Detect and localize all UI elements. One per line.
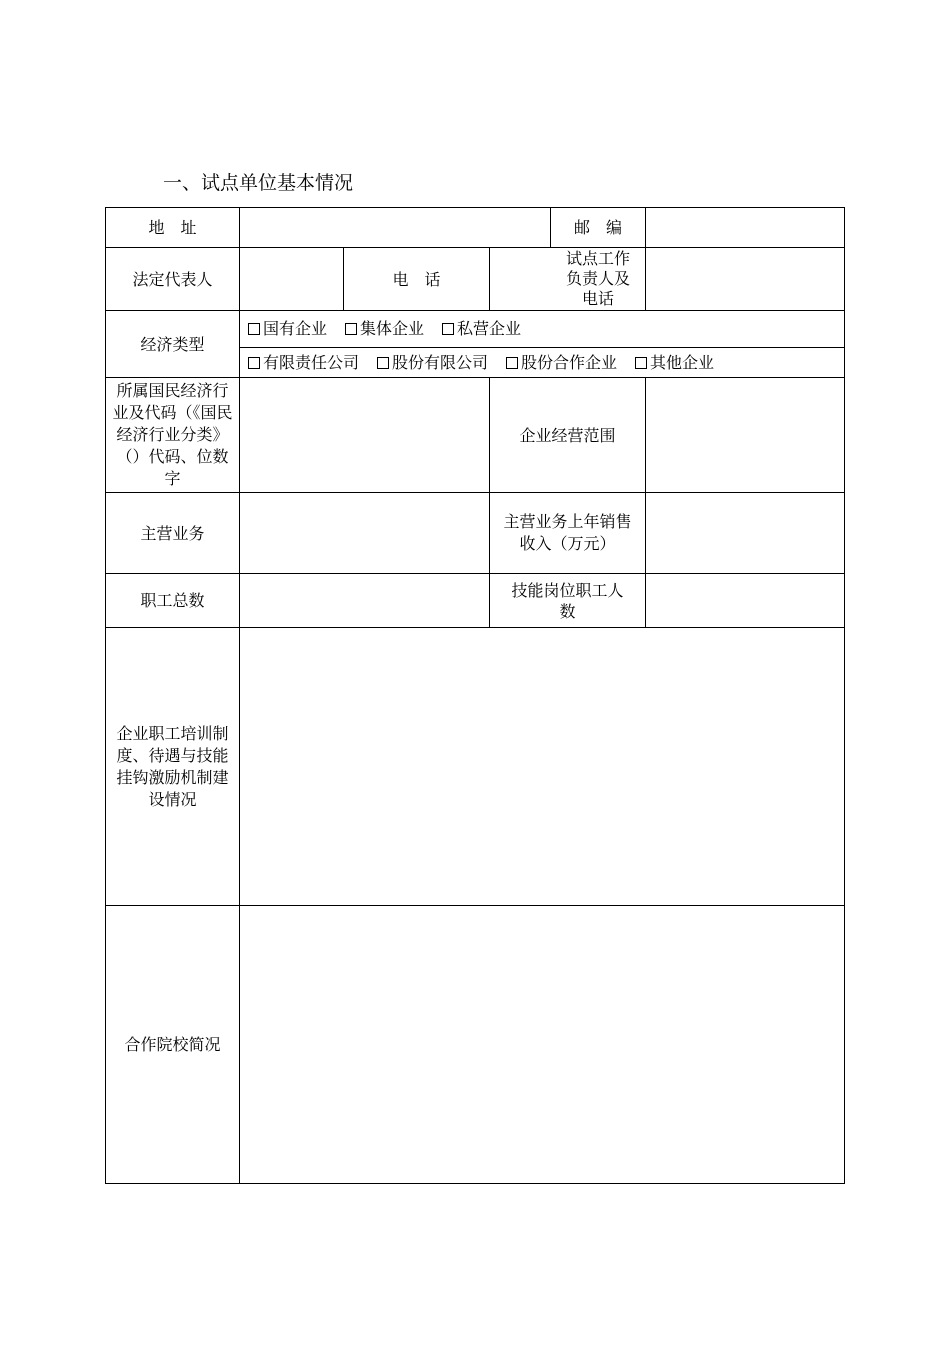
checkbox-icon[interactable] bbox=[635, 357, 647, 369]
option-joint-stock[interactable]: 股份有限公司 bbox=[377, 353, 488, 373]
checkbox-icon[interactable] bbox=[248, 357, 260, 369]
option-other[interactable]: 其他企业 bbox=[635, 353, 714, 373]
checkbox-icon[interactable] bbox=[248, 323, 260, 335]
sales-value[interactable] bbox=[646, 493, 844, 573]
postcode-value[interactable] bbox=[646, 208, 844, 247]
checkbox-icon[interactable] bbox=[506, 357, 518, 369]
pilot-contact-label: 试点工作负责人及电话 bbox=[565, 249, 630, 308]
training-value[interactable] bbox=[240, 628, 844, 905]
section-title: 一、试点单位基本情况 bbox=[163, 172, 354, 194]
econ-options-row1 bbox=[248, 311, 844, 347]
school-label: 合作院校简况 bbox=[124, 1035, 221, 1054]
checkbox-icon[interactable] bbox=[442, 323, 454, 335]
main-business-value[interactable] bbox=[240, 493, 489, 573]
checkbox-icon[interactable] bbox=[377, 357, 389, 369]
phone-label: 电 话 bbox=[392, 269, 441, 289]
phone-value[interactable] bbox=[490, 248, 550, 310]
scope-value[interactable] bbox=[646, 378, 844, 492]
school-value[interactable] bbox=[240, 906, 844, 1183]
training-label: 企业职工培训制度、待遇与技能挂钩激励机制建设情况 bbox=[116, 723, 229, 809]
legal-rep-label: 法定代表人 bbox=[132, 269, 213, 289]
checkbox-icon[interactable] bbox=[345, 323, 357, 335]
staff-total-label: 职工总数 bbox=[140, 591, 205, 610]
industry-value[interactable] bbox=[240, 378, 489, 492]
scope-label: 企业经营范围 bbox=[519, 425, 616, 445]
address-value[interactable] bbox=[240, 208, 550, 247]
option-collective[interactable]: 集体企业 bbox=[345, 319, 424, 339]
address-label: 地 址 bbox=[148, 218, 197, 237]
option-private[interactable]: 私营企业 bbox=[442, 319, 521, 339]
econ-type-label: 经济类型 bbox=[140, 334, 205, 354]
option-state-owned[interactable]: 国有企业 bbox=[248, 319, 327, 339]
main-business-label: 主营业务 bbox=[140, 523, 205, 543]
skill-staff-value[interactable] bbox=[646, 574, 844, 627]
legal-rep-value[interactable] bbox=[240, 248, 343, 310]
econ-options-row2 bbox=[248, 348, 844, 377]
option-cooperative[interactable]: 股份合作企业 bbox=[506, 353, 617, 373]
pilot-contact-value[interactable] bbox=[646, 248, 844, 310]
option-llc[interactable]: 有限责任公司 bbox=[248, 353, 359, 373]
skill-staff-label: 技能岗位职工人数 bbox=[511, 580, 624, 621]
staff-total-value[interactable] bbox=[240, 574, 489, 627]
industry-label: 所属国民经济行业及代码（《国民经济行业分类》（）代码、位数字 bbox=[112, 381, 233, 488]
sales-label: 主营业务上年销售收入（万元） bbox=[503, 512, 632, 553]
postcode-label: 邮 编 bbox=[573, 218, 622, 237]
